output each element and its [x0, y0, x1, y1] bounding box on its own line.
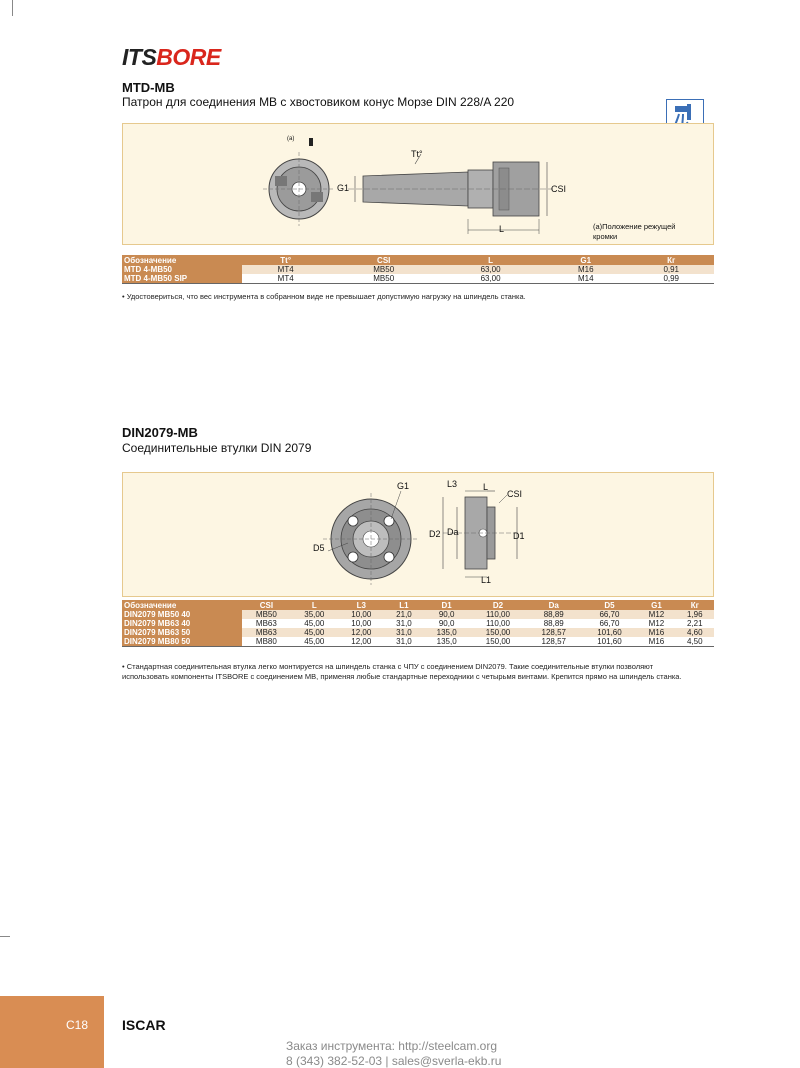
order-line: Заказ инструмента: http://steelcam.org: [286, 1039, 498, 1053]
table-cell: 101,60: [582, 637, 638, 647]
col-header: D1: [423, 600, 470, 610]
figure-note: (a)Положение режущей: [593, 222, 676, 231]
label-tt: Tt°: [411, 149, 423, 159]
table-cell: 45,00: [291, 619, 338, 628]
table-cell: MB50: [329, 274, 438, 284]
table-cell: 66,70: [582, 610, 638, 619]
section-title: MTD-MB: [122, 80, 175, 95]
label-csi: CSI: [507, 489, 523, 499]
table-cell: MB63: [242, 619, 291, 628]
table-cell: 128,57: [526, 637, 582, 647]
table-cell: 31,0: [385, 637, 423, 647]
din2079-drawing: [122, 472, 714, 597]
table-cell: 0,99: [628, 274, 714, 284]
table-cell: 110,00: [470, 619, 526, 628]
table-cell: M16: [543, 265, 628, 274]
table-cell: DIN2079 MB50 40: [122, 610, 242, 619]
table-cell: MTD 4-MB50 SIP: [122, 274, 242, 284]
label-da: Da: [447, 527, 459, 537]
label-a: (a): [287, 136, 295, 142]
col-header: Обозначение: [122, 600, 242, 610]
table-cell: M12: [637, 610, 675, 619]
crop-mark: [0, 936, 10, 937]
col-header: L1: [385, 600, 423, 610]
label-g1: G1: [397, 481, 410, 491]
table-cell: 35,00: [291, 610, 338, 619]
table-cell: 90,0: [423, 619, 470, 628]
section-subtitle: Патрон для соединения MB с хвостовиком конус Морзе DIN 228/A 220: [122, 95, 515, 109]
table-header-row: [122, 600, 714, 610]
label-l1: L1: [481, 575, 492, 585]
table-cell: 4,60: [676, 628, 714, 637]
table-cell: 31,0: [385, 619, 423, 628]
table-row: [122, 637, 714, 647]
table-cell: 1,96: [676, 610, 714, 619]
order-info: [286, 1039, 501, 1068]
label-d1: D1: [513, 531, 525, 541]
table-cell: 66,70: [582, 619, 638, 628]
table-cell: 110,00: [470, 610, 526, 619]
table-cell: 63,00: [438, 274, 543, 284]
section-note: • Удостовериться, что вес инструмента в собранном виде не превышает допустимую нагрузку на шпиндель станка.: [122, 292, 526, 301]
label-g1: G1: [337, 183, 350, 193]
col-header: G1: [543, 255, 628, 265]
table-cell: M16: [637, 637, 675, 647]
col-header: CSI: [329, 255, 438, 265]
mtd-mb-drawing: [122, 123, 714, 245]
section-subtitle: Соединительные втулки DIN 2079: [122, 441, 312, 455]
table-cell: DIN2079 MB63 50: [122, 628, 242, 637]
table-cell: 12,00: [338, 628, 385, 637]
table-cell: MB50: [329, 265, 438, 274]
table-cell: 2,21: [676, 619, 714, 628]
table-cell: 135,0: [423, 637, 470, 647]
table-cell: 45,00: [291, 628, 338, 637]
table-cell: 10,00: [338, 610, 385, 619]
table-cell: 63,00: [438, 265, 543, 274]
col-header: CSI: [242, 600, 291, 610]
table-cell: M12: [637, 619, 675, 628]
table-cell: 45,00: [291, 637, 338, 647]
brand-name: ISCAR: [122, 1017, 166, 1033]
table-cell: MB80: [242, 637, 291, 647]
section-title: DIN2079-MB: [122, 425, 198, 440]
table-cell: MT4: [242, 274, 329, 284]
label-l: L: [499, 224, 505, 234]
col-header: G1: [637, 600, 675, 610]
col-header: Кг: [676, 600, 714, 610]
table-row: [122, 610, 714, 619]
table-cell: 150,00: [470, 637, 526, 647]
col-header: L: [291, 600, 338, 610]
table-cell: 88,89: [526, 610, 582, 619]
figure-note: кромки: [593, 232, 618, 241]
label-l: L: [483, 482, 489, 492]
mtd-mb-table: [122, 255, 714, 284]
col-header: Обозначение: [122, 255, 242, 265]
table-cell: 128,57: [526, 628, 582, 637]
table-row: [122, 274, 714, 284]
col-header: D5: [582, 600, 638, 610]
col-header: L3: [338, 600, 385, 610]
table-cell: MB63: [242, 628, 291, 637]
table-cell: DIN2079 MB80 50: [122, 637, 242, 647]
table-cell: 135,0: [423, 628, 470, 637]
col-header: Da: [526, 600, 582, 610]
table-cell: 31,0: [385, 628, 423, 637]
table-cell: M14: [543, 274, 628, 284]
col-header: Кг: [628, 255, 714, 265]
section-note: • Стандартная соединительная втулка легко монтируется на шпиндель станка с ЧПУ с соединением DIN2079. Такие соединительные втулки позволяют использовать компоненты ITSBORE с соединением MB, применяя любые стандартные переходники с четырьмя винтами. Крепится прямо на шпиндель станка.: [122, 662, 682, 681]
col-header: D2: [470, 600, 526, 610]
table-cell: M16: [637, 628, 675, 637]
table-header-row: [122, 255, 714, 265]
table-row: [122, 628, 714, 637]
order-line: 8 (343) 382-52-03 | sales@sverla-ekb.ru: [286, 1054, 502, 1068]
label-d5: D5: [313, 543, 325, 553]
table-cell: 101,60: [582, 628, 638, 637]
table-cell: MTD 4-MB50: [122, 265, 242, 274]
label-l3: L3: [447, 479, 458, 489]
table-cell: MT4: [242, 265, 329, 274]
table-cell: 150,00: [470, 628, 526, 637]
table-cell: MB50: [242, 610, 291, 619]
table-cell: 88,89: [526, 619, 582, 628]
din2079-table: [122, 600, 714, 647]
table-cell: DIN2079 MB63 40: [122, 619, 242, 628]
crop-mark: [12, 0, 13, 16]
page-tab: [0, 996, 104, 1068]
table-cell: 10,00: [338, 619, 385, 628]
table-cell: 0,91: [628, 265, 714, 274]
table-cell: 90,0: [423, 610, 470, 619]
table-cell: 12,00: [338, 637, 385, 647]
table-row: [122, 265, 714, 274]
table-cell: 21,0: [385, 610, 423, 619]
col-header: L: [438, 255, 543, 265]
itsbore-logo: ITSBORE: [122, 44, 221, 70]
page-number: C18: [66, 1018, 89, 1032]
label-csi: CSI: [551, 184, 567, 194]
table-row: [122, 619, 714, 628]
table-cell: 4,50: [676, 637, 714, 647]
label-d2: D2: [429, 529, 441, 539]
col-header: Tt°: [242, 255, 329, 265]
